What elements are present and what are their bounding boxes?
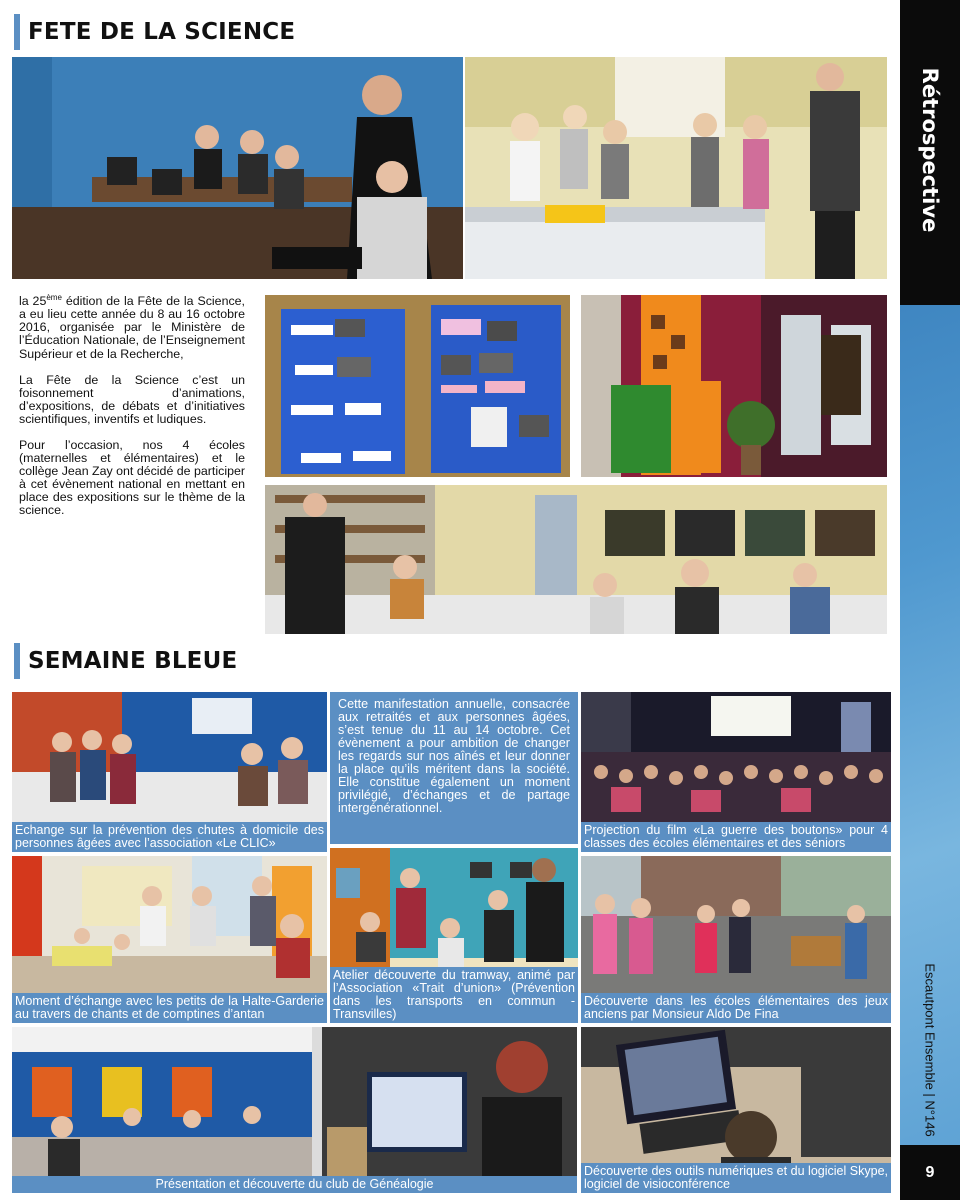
photo-orange-panels [581, 295, 887, 477]
photo-classroom-experiment [465, 57, 887, 279]
photo-film-projection [581, 692, 891, 852]
photo-genealogie [12, 1027, 577, 1193]
caption-skype: Découverte des outils numériques et du logiciel Skype, logiciel de visioconférence [581, 1163, 891, 1193]
photo-jeux-anciens [581, 856, 891, 1023]
title-accent-bar [14, 14, 20, 50]
caption-halte-garderie: Moment d’échange avec les petits de la Halte-Garderie au travers de chants et de comptines d’antan [12, 993, 327, 1023]
section-title-semaine [14, 643, 237, 679]
sidebar-title: Rétrospective [918, 67, 942, 233]
fete-paragraph-2: La Fête de la Science c’est un foisonnement d’animations, d’expositions, de débats et d’initiatives scientifiques, inventifs et ludiques. [19, 372, 245, 426]
photo-clic-prevention [12, 692, 327, 852]
fete-text [19, 291, 245, 531]
section-title-fete-text: FETE DE LA SCIENCE [28, 19, 296, 45]
caption-film-projection: Projection du film «La guerre des boutons» pour 4 classes des écoles élémentaires et des séniors [581, 822, 891, 852]
fete-paragraph-3: Pour l’occasion, nos 4 écoles (maternelles et élémentaires) et le collège Jean Zay ont décidé de participer à cet évènement national en mettant en place des expositions sur le thème de la science. [19, 437, 245, 518]
section-title-semaine-text: SEMAINE BLEUE [28, 648, 238, 674]
page-number: 9 [925, 1163, 935, 1181]
title-accent-bar [14, 643, 20, 679]
photo-computer-room [12, 57, 463, 279]
magazine-footer: Escautpont Ensemble | N°146 [922, 963, 938, 1137]
photo-blue-posters [265, 295, 570, 477]
fete-p1-start: la 25 [19, 294, 47, 309]
section-title-fete [14, 14, 295, 50]
photo-tramway-workshop [330, 848, 578, 1023]
semaine-intro-box: Cette manifestation annuelle, consacrée aux retraités et aux personnes âgées, s’est tenue du 11 au 14 octobre. Cet évènement a pour ambition de changer les regards sur nos aînés et leur donner la place qu’ils méritent dans la société. Elle constitue également un moment privilégié, d’échanges et de partage intergénérationnel. [330, 692, 578, 844]
photo-halte-garderie [12, 856, 327, 1023]
caption-jeux-anciens: Découverte dans les écoles élémentaires des jeux anciens par Monsieur Aldo De Fina [581, 993, 891, 1023]
fete-paragraph-1 [19, 291, 245, 361]
fete-p1-end: édition de la Fête de la Science, a eu lieu cette année du 8 au 16 octobre 2016, organisée par le Ministère de l’Éducation Nationale, de l’Enseignement Supérieur et de la Recherche, [19, 294, 245, 361]
fete-p1-sup: ème [46, 293, 62, 302]
caption-genealogie: Présentation et découverte du club de Généalogie [12, 1176, 577, 1193]
caption-tramway-workshop: Atelier découverte du tramway, animé par l’Association «Trait d’union» (Prévention dans les transports en commun - Transvilles) [330, 967, 578, 1023]
photo-science-lab [265, 485, 887, 634]
photo-skype [581, 1027, 891, 1193]
caption-clic-prevention: Echange sur la prévention des chutes à domicile des personnes âgées avec l’association «Le CLIC» [12, 822, 327, 852]
